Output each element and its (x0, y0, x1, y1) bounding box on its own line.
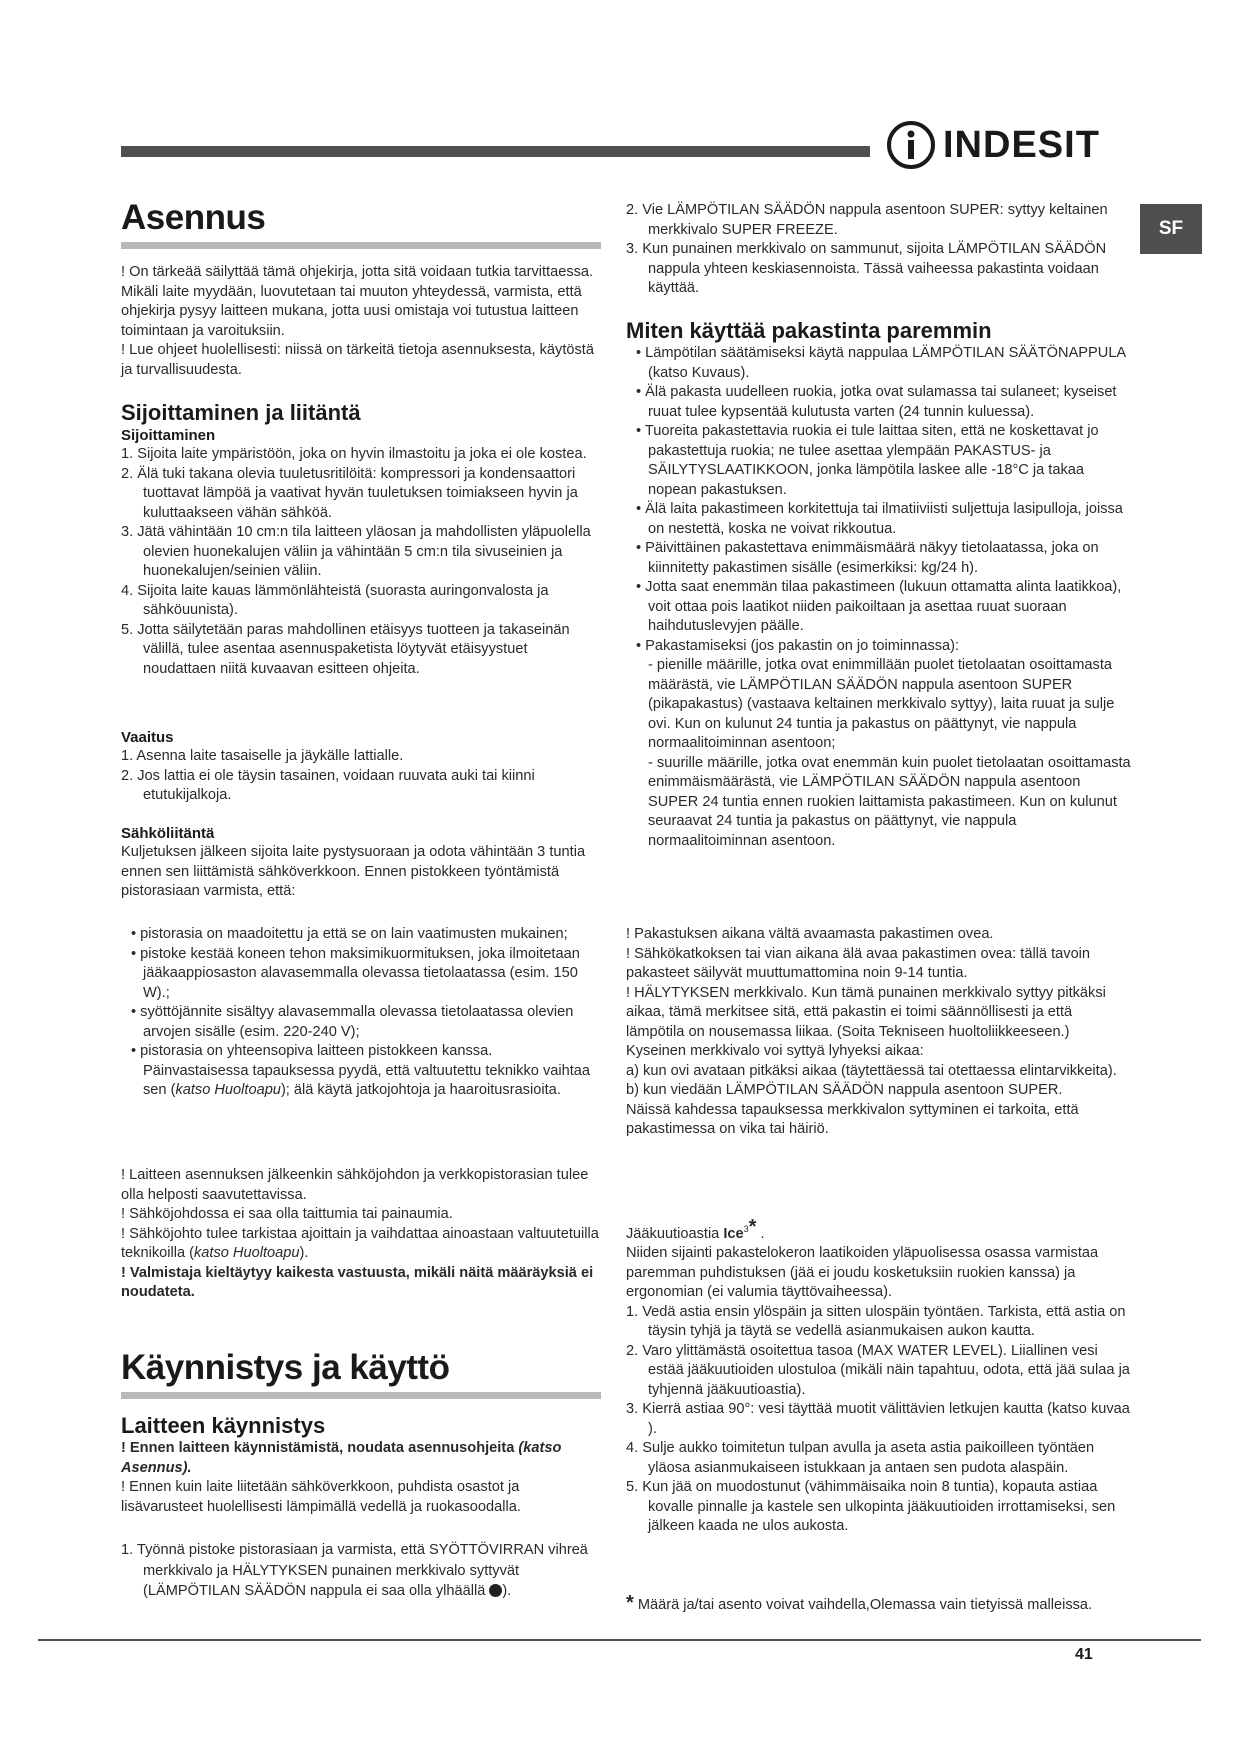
warning-note-bold (121, 1439, 601, 1478)
sub-item: - pienille määrille, jotka ovat enimmillään puolet tietolaatan osoittamasta määrästä, vie LÄMPÖTILAN SÄÄDÖN nappula asentoon SUPER (pikapakastus) (vastaava keltainen merkkivalo syttyy), laita ruuat ja sulje ovi. Kun on kulunut 24 tuntia ja pakastus on päättynyt, vie nappula normaalitoiminnan asentoon; (648, 657, 1115, 751)
subheading-sijoittaminen: Sijoittaminen (121, 427, 216, 444)
title-underline (121, 1392, 601, 1399)
list-item: 2. Älä tuki takana olevia tuuletusritilöitä: kompressori ja kondensaattori tuottavat lämpöä ja vaativat hyvän tuuletuksen toimiakseen hyvin ja kuluttaakseen vähän sähköä. (121, 465, 578, 521)
subheading-vaaitus: Vaaitus (121, 729, 174, 746)
ice-end: . (756, 1225, 765, 1242)
bullet-item: • Älä laita pakastimeen korkitettuja tai ilmatiiviisti suljettuja lasipulloja, joissa on nestettä, koska ne voivat rikkoutua. (636, 501, 1123, 537)
footnote-text: Määrä ja/tai asento voivat vaihdella,Olemassa vain tietyissä malleissa. (633, 1597, 1093, 1613)
bullet-item: • Päivittäinen pakastettava enimmäismäärä näkyy tietolaatassa, joka on kiinnitetty pakastimen sisälle (esimerkiksi: kg/24 h). (636, 540, 1099, 576)
bullet-item: • pistoke kestää koneen tehon maksimikuormituksen, joka ilmoitetaan jääkaappiosaston alavasemmalla olevassa tietolaatassa (esim. 150 W).; (131, 945, 580, 1001)
language-tab: SF (1140, 204, 1202, 254)
body-paragraph: Näissä kahdessa tapauksessa merkkivalon syttyminen ei tarkoita, että pakastimessa on vika tai häiriö. (626, 1101, 1079, 1137)
intro-paragraph: ! Lue ohjeet huolellisesti: niissä on tärkeitä tietoja asennuksesta, käytöstä ja turvallisuudesta. (121, 342, 594, 378)
bullet-item: • pistorasia on maadoitettu ja että se on lain vaatimusten mukainen; (131, 926, 568, 942)
bullet-item (121, 1042, 601, 1101)
ice-brand: Ice (723, 1225, 744, 1242)
footnote-star: * (626, 1592, 634, 1614)
list-item: 3. Kierrä astiaa 90°: vesi täyttää muotit välittävien letkujen kautta (katso kuvaa ). (626, 1401, 1130, 1437)
bullet-item: • syöttöjännite sisältyy alavasemmalla olevassa tietolaatassa olevien arvojen sisälle (esim. 220-240 V); (131, 1004, 574, 1040)
warning-note-bold: ! Valmistaja kieltäytyy kaikesta vastuusta, mikäli näitä määräyksiä ei noudateta. (121, 1264, 594, 1300)
list-item: 3. Kun punainen merkkivalo on sammunut, sijoita LÄMPÖTILAN SÄÄDÖN nappula yhteen keskiasennoista. Tässä vaiheessa pakastinta voidaan käyttää. (626, 241, 1107, 296)
footnote-star: * (748, 1216, 757, 1238)
list-item: 5. Kun jää on muodostunut (vähimmäisaika noin 8 tuntia), kopauta astiaa kovalle pinnalle ja kastele sen ulkopinta jääkuutioiden irrottamiseksi, sen jälkeen kaada ne ulos aukosta. (626, 1479, 1116, 1535)
section-title-miten: Miten käyttää pakastinta paremmin (626, 318, 992, 343)
step-text: 1. Työnnä pistoke pistorasiaan ja varmista, että SYÖTTÖVIRRAN vihreä merkkivalo ja HÄLYTYKSEN punainen merkkivalo syttyvät (LÄMPÖTILAN SÄÄDÖN nappula ei saa olla ylhäällä (121, 1542, 588, 1599)
ice-mark: 3 (743, 1224, 749, 1234)
body-paragraph: Kuljetuksen jälkeen sijoita laite pystysuoraan ja odota vähintään 3 tuntia ennen sen liittämistä sähköverkkoon. Ennen pistokkeen työntämistä pistorasiaan varmista, että: (121, 844, 586, 899)
note-text: ! Ennen laitteen käynnistämistä, noudata asennusohjeita (121, 1440, 519, 1456)
bullet-item: • Älä pakasta uudelleen ruokia, jotka ovat sulamassa tai sulaneet; kyseiset ruuat tulee kypsentää kulutusta varten (24 tunnin kuluessa). (636, 384, 1117, 420)
ice-heading (626, 1216, 1131, 1244)
list-item: 4. Sulje aukko toimitetun tulpan avulla ja aseta astia paikoilleen työntäen yläosa asianmukaiseen istukkaan ja antaen sen pudota alaspäin. (626, 1440, 1095, 1476)
bullet-item: • Pakastamiseksi (jos pakastin on jo toiminnassa): (636, 637, 960, 654)
knob-position-icon (489, 1584, 502, 1597)
body-paragraph: Kyseinen merkkivalo voi syttyä lyhyeksi aikaa: (626, 1043, 924, 1059)
warning-note: ! Laitteen asennuksen jälkeenkin sähköjohdon ja verkkopistorasian tulee olla helposti saavutettavissa. (121, 1167, 589, 1203)
section-title-asennus: Asennus (121, 198, 266, 237)
title-underline (121, 242, 601, 249)
intro-paragraph: ! On tärkeää säilyttää tämä ohjekirja, jotta sitä voidaan tutkia tarvittaessa. Mikäli laite myydään, luovutetaan tai muuton yhteydessä, varmista, että ohjekirja pysyy laitteen mukana, jotta uusi omistaja voi tutustua laitteen toimintaan ja varoituksiin. (121, 264, 594, 339)
section-title-sijoittaminen: Sijoittaminen ja liitäntä (121, 400, 361, 425)
note-text: ! Sähköjohto tulee tarkistaa ajoittain ja vaihdattaa ainoastaan valtuutetuilla teknikoilla ( (121, 1225, 599, 1261)
subheading-sahkoliitanta: Sähköliitäntä (121, 825, 215, 842)
warning-note (121, 1225, 601, 1264)
section-title-kaynnistys: Käynnistys ja käyttö (121, 1348, 450, 1387)
reference-link: katso Huoltoapu (175, 1082, 281, 1098)
bullet-text: • pistorasia on yhteensopiva laitteen pistokkeen kanssa. Päinvastaisessa tapauksessa pyydä, että valtuutettu teknikko vaihtaa sen ( (131, 1043, 590, 1098)
body-paragraph: Niiden sijainti pakastelokeron laatikoiden yläpuolisessa osassa varmistaa paremman puhdistuksen (jää ei joudu kosketuksiin ruokien kanssa) ja ergonomian (ei valumia täyttövaiheessa). (626, 1245, 1099, 1301)
list-item: 2. Vie LÄMPÖTILAN SÄÄDÖN nappula asentoon SUPER: syttyy keltainen merkkivalo SUPER FREEZE. (626, 202, 1108, 238)
warning-note: ! HÄLYTYKSEN merkkivalo. Kun tämä punainen merkkivalo syttyy pitkäksi aikaa, tämä merkitsee sitä, että pakastin ei toimi säännöllisesti ja että lämpötila on nousemassa liikaa. (Soita Tekniseen huoltoliikkeeseen.) (626, 984, 1106, 1040)
warning-note: ! Sähköjohdossa ei saa olla taittumia tai painaumia. (121, 1206, 453, 1222)
list-item: 1. Vedä astia ensin ylöspäin ja sitten ulospäin työntäen. Tarkista, että astia on täysin tyhjä ja täytä se vedellä asianmukaisen aukon kautta. (626, 1303, 1126, 1340)
section-title-laitteen-kaynnistys: Laitteen käynnistys (121, 1413, 326, 1438)
brand-logo (885, 118, 1100, 172)
sub-item: - suurille määrille, jotka ovat enemmän kuin puolet tietolaatan osoittamasta enimmäismäärästä, vie LÄMPÖTILAN SÄÄDÖN nappula asentoon SUPER 24 tuntia ennen ruokien laittamista pakastimeen. Kun on kulunut seuraavat 24 tuntia ja pakastus on päättynyt, vie nappula normaalitoiminnan asentoon. (648, 754, 1131, 849)
list-item: 1. Asenna laite tasaiselle ja jäykälle lattialle. (121, 748, 404, 764)
bullet-text: ); älä käytä jatkojohtoja ja haaroitusrasioita. (280, 1082, 561, 1098)
list-item: 3. Jätä vähintään 10 cm:n tila laitteen yläosan ja mahdollisten yläpuolella olevien huonekalujen väliin ja vähintään 5 cm:n tila sivuseinien ja huonekalujen/seinien väliin. (121, 524, 591, 579)
warning-note: ! Pakastuksen aikana vältä avaamasta pakastimen ovea. (626, 926, 994, 942)
footer-rule (38, 1639, 1201, 1641)
ice-label: Jääkuutioastia (626, 1225, 724, 1242)
list-item: b) kun viedään LÄMPÖTILAN SÄÄDÖN nappula asentoon SUPER. (626, 1082, 1063, 1098)
list-item: 1. Sijoita laite ympäristöön, joka on hyvin ilmastoitu ja joka ei ole kostea. (121, 446, 587, 462)
warning-note: ! Ennen kuin laite liitetään sähköverkkoon, puhdista osastot ja lisävarusteet huolellisesti lämpimällä vedellä ja ruokasoodalla. (121, 1479, 521, 1515)
list-item: 5. Jotta säilytetään paras mahdollinen etäisyys tuotteen ja takaseinän välillä, tulee asentaa asennuspaketista löytyvät etäisyystuet noudattaen niitä kuvaavan esitteen ohjeita. (121, 621, 570, 677)
list-item: 4. Sijoita laite kauas lämmönlähteistä (suorasta auringonvalosta ja sähköuunista). (121, 582, 549, 618)
page-number: 41 (1075, 1646, 1093, 1663)
bullet-item: • Jotta saat enemmän tilaa pakastimeen (lukuun ottamatta alinta laatikkoa), voit ottaa pois laatikot niiden paikoiltaan ja asettaa ruuat suoraan haihdutuslevyjen päälle. (636, 579, 1122, 634)
bullet-item: • Tuoreita pakastettavia ruokia ei tule laittaa siten, että ne koskettavat jo pakastettuja ruokia; ne tulee asettaa ylempään PAKASTUS- ja SÄILYTYSLAATIKKOON, jonka lämpötila laskee alle -18°C ja takaa nopean pakastuksen. (636, 423, 1099, 498)
list-item: 2. Varo ylittämästä osoitettua tasoa (MAX WATER LEVEL). Liiallinen vesi estää jääkuutioiden ulostuloa (mikäli näin tapahtuu, odota, että jää sulaa ja tyhjennä jääkuutioastia). (626, 1342, 1130, 1398)
reference-link: katso Huoltoapu (194, 1245, 300, 1261)
note-text: ). (299, 1245, 309, 1261)
warning-note: ! Sähkökatkoksen tai vian aikana älä avaa pakastimen ovea: tällä tavoin pakasteet säilyvät muuttumattomina noin 9-14 tuntia. (626, 945, 1091, 981)
brand-name: INDESIT (943, 123, 1100, 166)
indesit-i-logo-icon (885, 119, 937, 171)
footnote (626, 1592, 1146, 1616)
list-item (121, 1540, 601, 1602)
reference-link: (katso Asennus). (121, 1440, 562, 1476)
list-item: 2. Jos lattia ei ole täysin tasainen, voidaan ruuvata auki tai kiinni etutukijalkoja. (121, 767, 535, 803)
header-rule (121, 146, 870, 157)
bullet-item: • Lämpötilan säätämiseksi käytä nappulaa LÄMPÖTILAN SÄÄTÖNAPPULA (katso Kuvaus). (636, 345, 1126, 381)
step-text: ). (502, 1583, 512, 1599)
list-item: a) kun ovi avataan pitkäksi aikaa (täytettäessä tai otettaessa elintarvikkeita). (626, 1062, 1117, 1079)
